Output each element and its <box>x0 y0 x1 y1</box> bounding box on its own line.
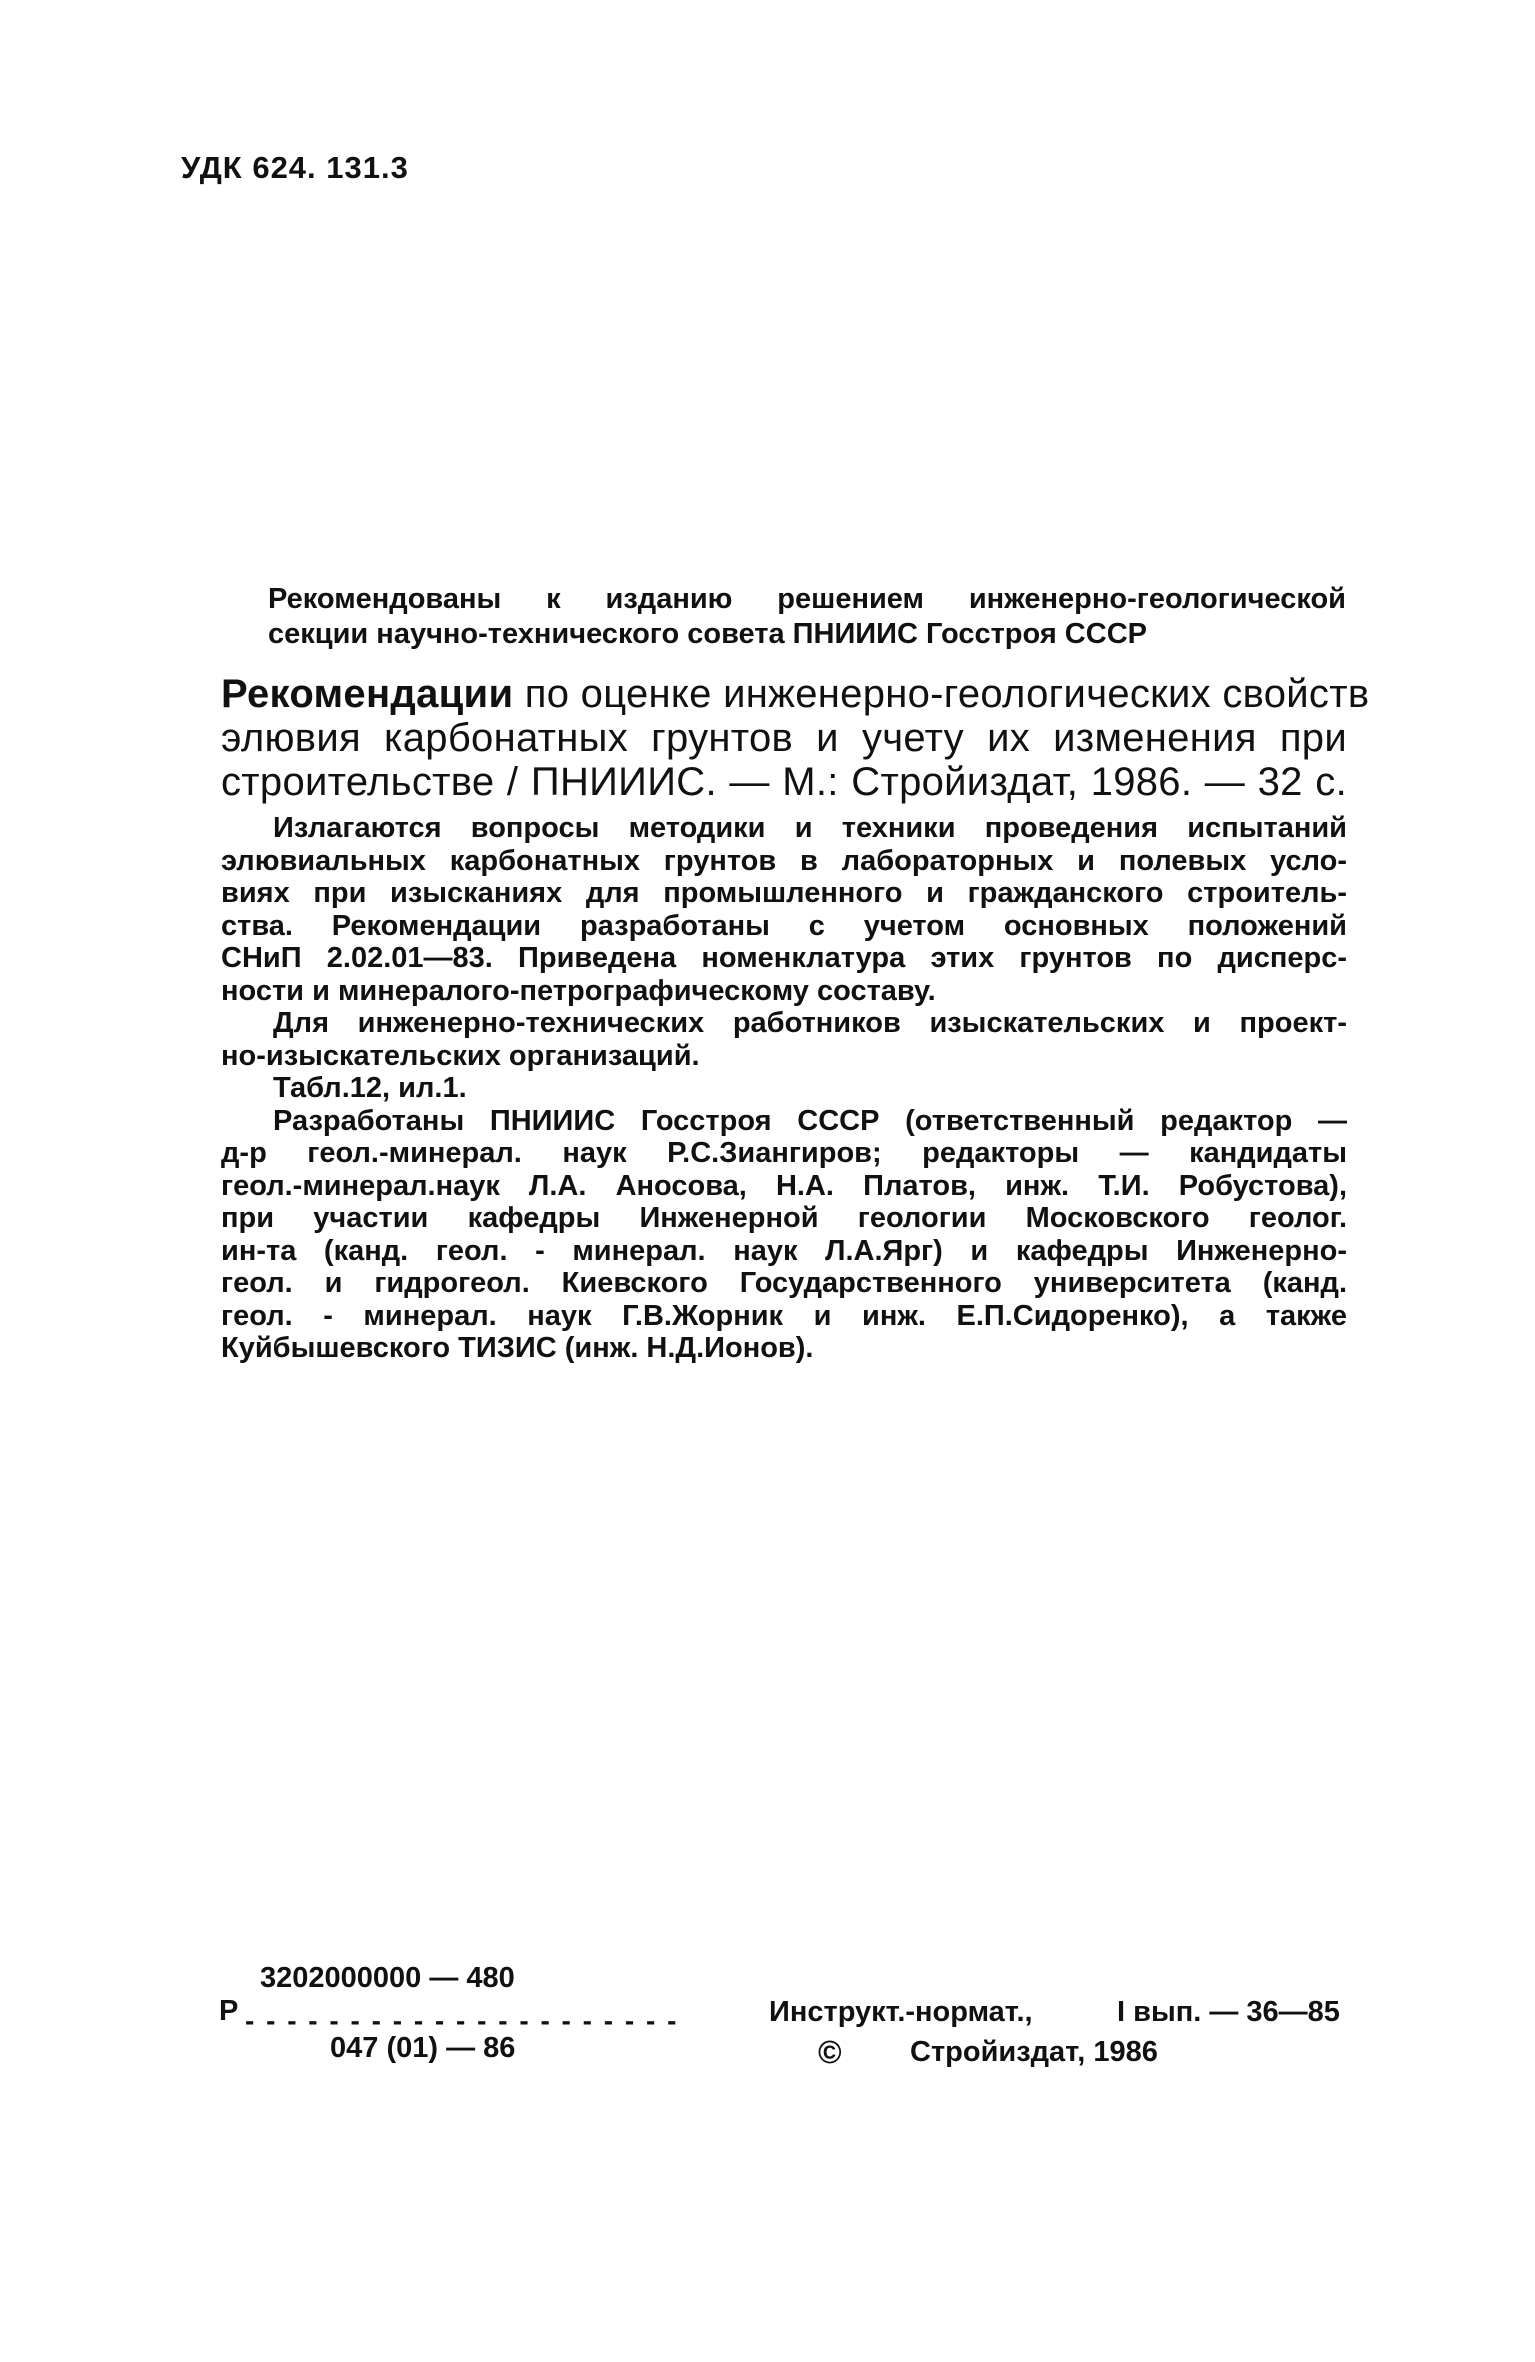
biblio-keyword: Рекомендации <box>221 672 514 716</box>
approval-note <box>268 582 1346 652</box>
developers-line: геол. и гидрогеол. Киевского Государственного университета (канд. <box>221 1267 1347 1299</box>
audience-line: Для инженерно-технических работников изыскательских и проект- <box>273 1007 1347 1039</box>
abstract-line: СНиП 2.02.01—83. Приведена номенклатура этих грунтов по дисперс- <box>221 942 1347 974</box>
audience-line: но-изыскательских организаций. <box>221 1039 700 1072</box>
footer-divider: - - - - - - - - - - - - - - - - - - - - - <box>245 2005 679 2036</box>
bibliographic-entry <box>221 672 1370 804</box>
footer-letter: Р <box>219 1995 239 2027</box>
footer-issue: I вып. — 36—85 <box>1117 1996 1340 2028</box>
developers-line: д-р геол.-минерал. наук Р.С.Зиангиров; редакторы — кандидаты <box>221 1137 1347 1169</box>
abstract <box>221 812 1347 1365</box>
abstract-line: элювиальных карбонатных грунтов в лабораторных и полевых усло- <box>221 844 1347 877</box>
udk-code: УДК 624. 131.3 <box>181 150 409 185</box>
footer-series: Инструкт.-нормат., <box>769 1996 1033 2028</box>
approval-line: секции научно-технического совета ПНИИИС Госстроя СССР <box>268 618 1147 650</box>
abstract-line: ности и минералого-петрографическому составу. <box>221 974 936 1007</box>
biblio-line: строительстве / ПНИИИС. — М.: Стройиздат, 1986. — 32 с. <box>221 760 1347 804</box>
developers-line: Разработаны ПНИИИС Госстроя СССР (ответственный редактор — <box>273 1104 1347 1137</box>
developers-line: геол. - минерал. наук Г.В.Жорник и инж. Е.П.Сидоренко), а также <box>221 1299 1347 1332</box>
abstract-line: Излагаются вопросы методики и техники проведения испытаний <box>273 812 1347 844</box>
footer-denominator: 047 (01) — 86 <box>330 2032 516 2064</box>
footer-copyright: Стройиздат, 1986 <box>910 2036 1158 2068</box>
developers-line: при участии кафедры Инженерной геологии Московского геолог. <box>221 1202 1347 1234</box>
biblio-title-start: по оценке инженерно-геологических свойств <box>513 672 1370 716</box>
abstract-line: виях при изысканиях для промышленного и гражданского строитель- <box>221 877 1347 909</box>
biblio-line: элювия карбонатных грунтов и учету их изменения при <box>221 716 1347 760</box>
developers-line: геол.-минерал.наук Л.А. Аносова, Н.А. Платов, инж. Т.И. Робустова), <box>221 1169 1347 1202</box>
developers-line: ин-та (канд. геол. - минерал. наук Л.А.Ярг) и кафедры Инженерно- <box>221 1234 1347 1267</box>
developers-line: Куйбышевского ТИЗИС (инж. Н.Д.Ионов). <box>221 1332 814 1364</box>
footer-numerator: 3202000000 — 480 <box>260 1962 515 1994</box>
abstract-line: ства. Рекомендации разработаны с учетом основных положений <box>221 909 1347 942</box>
approval-line: Рекомендованы к изданию решением инженерно-геологической <box>268 583 1346 615</box>
biblio-line <box>221 672 1370 716</box>
copyright-icon: © <box>818 2034 842 2070</box>
tables-count: Табл.12, ил.1. <box>273 1072 467 1104</box>
